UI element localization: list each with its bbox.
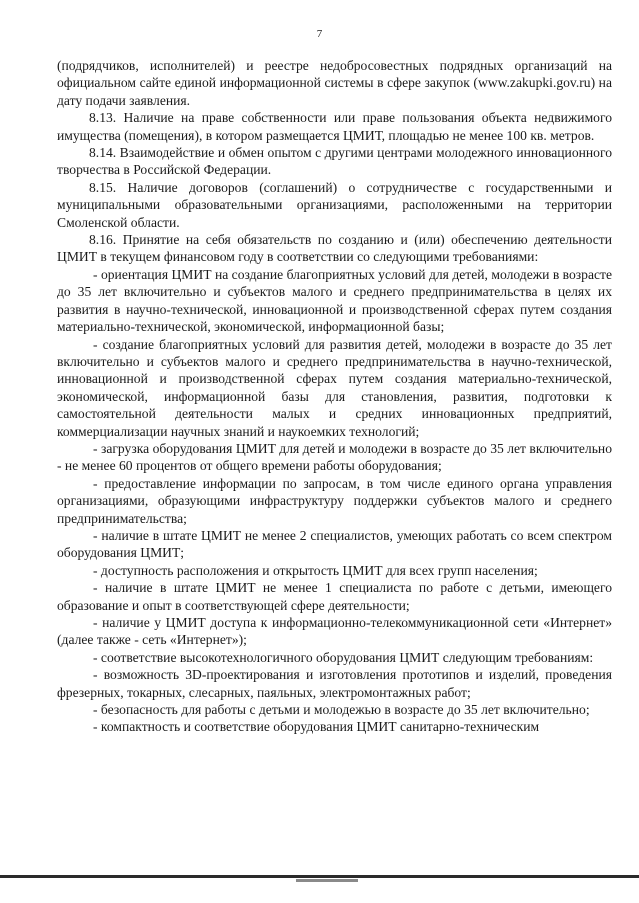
paragraph-8-16: 8.16. Принятие на себя обязательств по созданию и (или) обеспечению деятельности ЦМИТ в текущем финансовом году в соответствии со следующими требованиями: xyxy=(57,232,612,265)
document-body xyxy=(57,57,612,736)
page-number: 7 xyxy=(316,28,323,40)
paragraph-registry-continuation: (подрядчиков, исполнителей) и реестре недобросовестных подрядных организаций на официальном сайте единой информационной системы в сфере закупок (www.zakupki.gov.ru) на дату подачи заявления. xyxy=(57,58,612,108)
list-item: - доступность расположения и открытость ЦМИТ для всех групп населения; xyxy=(93,562,538,578)
paragraph-8-15: 8.15. Наличие договоров (соглашений) о сотрудничестве с государственными и муниципальными образовательными организациями, расположенными на территории Смоленской области. xyxy=(57,179,612,230)
list-item: - соответствие высокотехнологичного оборудования ЦМИТ следующим требованиям: xyxy=(93,649,594,665)
list-item: - предоставление информации по запросам, в том числе единого органа управления организациями, образующими инфраструктуру поддержки субъектов малого и среднего предпринимательства; xyxy=(57,475,612,526)
list-item: - ориентация ЦМИТ на создание благоприятных условий для детей, молодежи в возрасте до 35 лет включительно и субъектов малого и среднего предпринимательства в целях их развития в научно-технической, инновационной и производственной сферах путем создания материально-технической, экономической, информационной базы; xyxy=(57,266,612,335)
list-item: - компактность и соответствие оборудования ЦМИТ санитарно-техническим xyxy=(93,719,540,735)
paragraph-8-13: 8.13. Наличие на праве собственности или праве пользования объекта недвижимого имущества (помещения), в котором размещается ЦМИТ, площадью не менее 100 кв. метров. xyxy=(57,110,612,143)
paragraph-8-14: 8.14. Взаимодействие и обмен опытом с другими центрами молодежного инновационного творчества в Российской Федерации. xyxy=(57,145,612,178)
list-item: - возможность 3D-проектирования и изготовления прототипов и изделий, проведения фрезерных, токарных, слесарных, паяльных, электромонтажных работ; xyxy=(57,667,612,700)
list-item: - создание благоприятных условий для развития детей, молодежи в возрасте до 35 лет включительно и субъектов малого и среднего предпринимательства в научно-технической, инновационной и производственной сферах путем создания материально-технической, экономической, информационной базы для становления, развития, подготовки к самостоятельной деятельности малых и средних инновационных предприятий, коммерциализации научных знаний и наукоемких технологий; xyxy=(57,336,612,439)
list-item: - наличие в штате ЦМИТ не менее 2 специалистов, умеющих работать со всем спектром оборудования ЦМИТ; xyxy=(57,527,612,561)
page-bottom-border xyxy=(0,875,639,878)
list-item: - загрузка оборудования ЦМИТ для детей и молодежи в возрасте до 35 лет включительно - не менее 60 процентов от общего времени работы оборудования; xyxy=(57,440,612,474)
scan-artifact-mark xyxy=(296,879,358,882)
list-item: - безопасность для работы с детьми и молодежью в возрасте до 35 лет включительно; xyxy=(93,702,590,718)
list-item: - наличие в штате ЦМИТ не менее 1 специалиста по работе с детьми, имеющего образование и опыт в соответствующей сфере деятельности; xyxy=(57,580,612,613)
list-item: - наличие у ЦМИТ доступа к информационно-телекоммуникационной сети «Интернет» (далее также - сеть «Интернет»); xyxy=(57,615,612,648)
